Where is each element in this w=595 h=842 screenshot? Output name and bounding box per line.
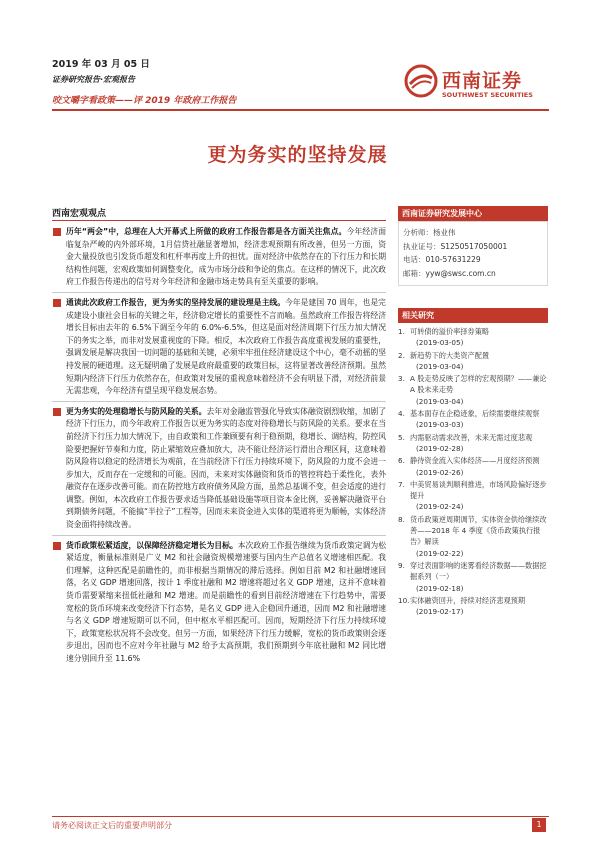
- list-item[interactable]: 8. 货币政策逆周期调节，实体资金供给继续改善——2018 年 4 季度《货币政策执行报告》解读 (2019-02-22): [398, 514, 547, 558]
- phone-row: 电话：010-57631229: [403, 255, 481, 264]
- footer-disclaimer: 请务必阅读正文后的重要声明部分: [52, 821, 172, 830]
- section-heading: 西南宏观观点: [52, 209, 107, 219]
- paragraph-3: [52, 406, 386, 532]
- list-item[interactable]: 7. 中美贸易谈判顺利推进，市场风险偏好逐步提升 (2019-02-24): [398, 479, 547, 512]
- bullet-square-icon: [53, 228, 61, 236]
- list-item[interactable]: 1. 可转债的溢价率择券策略 (2019-03-05): [398, 327, 490, 348]
- report-type: 证券研究报告·宏观报告: [52, 75, 136, 84]
- paragraph-lead: 更为务实的处理稳增长与防风险的关系。: [66, 406, 207, 416]
- paragraph-2: [52, 297, 386, 398]
- sidebar: [398, 206, 548, 618]
- license-number: S1250517050001: [440, 241, 508, 251]
- report-subtitle: 咬文嚼字看政策——评 2019 年政府工作报告: [52, 96, 237, 106]
- email-link[interactable]: yyw@swsc.com.cn: [425, 268, 496, 278]
- related-research-title: 相关研究: [398, 308, 548, 323]
- report-date: 2019 年 03 月 05 日: [52, 59, 150, 70]
- paragraph-1: [52, 226, 386, 289]
- list-item[interactable]: 5. 内需驱动需求改善，未来无需过度悲观 (2019-02-28): [398, 432, 533, 453]
- list-item[interactable]: 6. 静待资金流入实体经济——月度经济预测 (2019-02-26): [398, 456, 540, 477]
- analyst-name: 杨业伟: [433, 228, 456, 237]
- analyst-info-box: [398, 221, 548, 286]
- section-divider: [52, 220, 386, 221]
- paragraph-lead: 货币政策松紧适度，以保障经济稳定增长为目标。: [66, 540, 238, 550]
- bullet-square-icon: [53, 408, 61, 416]
- paragraph-body: 去年对金融监管强化导致实体融资剧烈收缩，加剧了经济下行压力，而今年政府工作报告以更为务实的态度对待稳增长与防风险的关系。要求在当前经济下行压力加大情况下，由自政策和工作兼顾要有利于稳预期，稳增长、调结构，防控风险要把握好节奏和力度，防止紧缩效应叠加放大，决不能让经济运行滑出合理区间，这意味着防风险将以稳定的经济增长为观前，在当前经济下行压力持续环境下，防风险的力度不会进一步加大，反而存在一定缓和的可能。因而，未来对实体融资和货币的管控将趋于柔性化，表外融资存在逐步改善可能。而在防控地方政府债务风险方面，虽然总基调不变，但会适度的进行调整。例如，本次政府工作报告要求适当降低基础设施等项目资本金比例，妥善解决融资平台到期债务问题，不能搞“半拉子”工程等，因而未来资金进入实体的渠道将更为顺畅，实体经济资金面将持续改善。: [66, 406, 387, 530]
- paragraph-4: [52, 540, 386, 666]
- paragraph-lead: 通读此次政府工作报告，更为务实的坚持发展的建设理是主线。: [66, 297, 286, 307]
- logo-name-en: SOUTHWEST SECURITIES: [442, 91, 533, 99]
- paragraph-body: 今年经济面临复杂严峻的内外部环境，1月信贷社融显著增加，经济悲观预期有所改善，但另一方面，资金大量投放也引发货币超发和杠杆率再度上升的担忧。面对经济中依然存在的下行压力和长期结构性问题，宏观政策如何调整变化，成为市场分歧和争论的焦点。在这样的情况下，此次政府工作报告传递出的信号对今年经济和金融市场走势具有至关重要的影响。: [66, 227, 387, 287]
- main-content: [52, 226, 386, 666]
- related-research-list: [398, 323, 548, 617]
- paragraph-body: 今年是建国 70 周年，也是完成建设小康社会目标的关键之年，经济稳定增长的重要性不言而喻。虽然政府工作报告将经济增长目标由去年的 6.5%下调至今年的 6.0%-6.5%，但这是面对经济周期下行压力加大情况下的务实之举，而非对发展重视度的下降。相反，本次政府工作报告高度重视发展的重要性，强调发展是解决我国一切问题的基础和关键，必须牢牢扭住经济建设这个中心，毫不动摇的坚持发展的硬道理。这无疑明确了发展是政府最重要的政策目标，这将显著改善经济预期。虽然短期内经济下行压力依然存在，但政策对发展的重视意味着经济不会有明显下滑，对经济前景无需悲观，今年经济有望呈现平稳发展态势。: [66, 297, 386, 396]
- paragraph-body: 本次政府工作报告继续为货币政策定调为松紧适度，衡量标准则是广义 M2 和社会融资规模增速要与国内生产总值名义增速相匹配。我们理解，这种匹配是前瞻性的，而非根据当期情况的滞后选择。例如目前 M2 和社融增速回落，名义 GDP 增速回落，按计 1 季度社融和 M2 增速将超过名义 GDP 增速，这并不意味着货币需要紧缩来扭低社融和 M2 增速。而是前瞻性的看到目前经济增速在下行趋势中，需要宽松的货币环境来改变经济下行态势，是名义 GDP 进入企稳回升通道，因而 M2 和社融增速与名义 GDP 增速短期可以不同，但中枢水平相匹配可。因而，短期经济下行压力持续环境下，政策宽松状况将不会改变。但另一方面，如果经济下行压力缓解，宽松的货币政策则会逐步退出，因而也不应对今年社融与 M2 给予太高预期，我们预期到今年底社融和 M2 同比增速分别回升至 11.6%: [66, 540, 387, 663]
- list-item[interactable]: 2. 新趋势下的大类资产配置 (2019-03-04): [398, 350, 490, 371]
- bullet-square-icon: [53, 299, 61, 307]
- bullet-square-icon: [53, 542, 61, 550]
- phone-number: 010-57631229: [425, 255, 481, 264]
- paragraph-divider: [52, 535, 386, 536]
- paragraph-divider: [52, 292, 386, 293]
- footer-divider: [52, 816, 549, 817]
- logo-name-cn: 西南证券: [442, 70, 523, 92]
- email-row: 邮箱：yyw@swsc.com.cn: [403, 268, 496, 278]
- paragraph-lead: 历年“两会”中，总理在人大开幕式上所做的政府工作报告都是各方面关注焦点。: [66, 227, 347, 236]
- list-item[interactable]: 10. 实体融资回升，持续对经济悲观预期 (2019-02-17): [398, 595, 526, 617]
- paragraph-divider: [52, 401, 386, 402]
- report-title: 更为务实的坚持发展: [207, 144, 388, 166]
- logo-mark-icon: [404, 64, 438, 98]
- research-center-title: 西南证券研究发展中心: [398, 206, 548, 221]
- list-item[interactable]: 9. 穿过表面影响的迷雾看经济数据——数据挖掘系列（一） (2019-02-18): [398, 560, 547, 593]
- list-item[interactable]: 4. 基本面存在企稳迹象，后续需要继续观察 (2019-03-03): [398, 409, 540, 430]
- analyst-row: 分析师：杨业伟: [403, 228, 456, 237]
- header-divider: [52, 109, 549, 111]
- list-item[interactable]: 3. A 股走势反映了怎样的宏观预期？——兼论 A 股未来走势 (2019-03-04): [398, 374, 547, 406]
- license-row: 执业证号：S1250517050001: [403, 241, 508, 251]
- page-number: 1: [532, 818, 546, 832]
- company-logo: [404, 60, 554, 104]
